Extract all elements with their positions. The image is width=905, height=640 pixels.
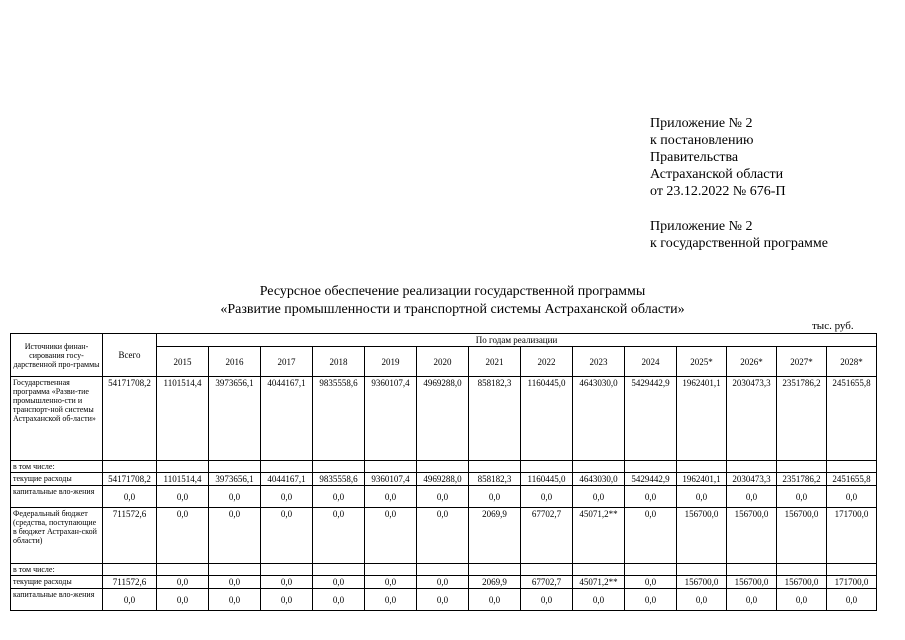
value-cell: 0,0 xyxy=(417,576,469,589)
value-cell: 0,0 xyxy=(625,486,677,508)
value-cell xyxy=(573,461,625,473)
value-cell: 0,0 xyxy=(417,508,469,564)
value-cell xyxy=(521,564,573,576)
value-cell xyxy=(417,461,469,473)
value-cell: 4643030,0 xyxy=(573,473,625,486)
value-cell xyxy=(625,461,677,473)
year-column-header: 2023 xyxy=(573,347,625,377)
value-cell: 156700,0 xyxy=(727,508,777,564)
value-cell: 4969288,0 xyxy=(417,473,469,486)
value-cell: 2451655,8 xyxy=(827,377,877,461)
document-subtitle: «Развитие промышленности и транспортной системы Астраханской области» xyxy=(220,302,685,317)
value-cell: 2069,9 xyxy=(469,508,521,564)
value-cell xyxy=(677,564,727,576)
value-cell xyxy=(365,564,417,576)
value-cell: 1160445,0 xyxy=(521,473,573,486)
total-cell: 54171708,2 xyxy=(103,377,157,461)
row-label: в том числе: xyxy=(11,564,103,576)
value-cell xyxy=(777,461,827,473)
value-cell: 156700,0 xyxy=(727,576,777,589)
value-cell: 0,0 xyxy=(313,486,365,508)
value-cell: 0,0 xyxy=(625,589,677,611)
value-cell: 0,0 xyxy=(417,589,469,611)
year-column-header: 2021 xyxy=(469,347,521,377)
value-cell: 0,0 xyxy=(677,486,727,508)
table-row xyxy=(11,564,877,576)
years-group-header: По годам реализации xyxy=(157,334,877,347)
value-cell: 9835558,6 xyxy=(313,377,365,461)
appendix-line: от 23.12.2022 № 676-П xyxy=(650,184,786,199)
value-cell: 5429442,9 xyxy=(625,473,677,486)
value-cell: 0,0 xyxy=(313,576,365,589)
table-row xyxy=(11,461,877,473)
value-cell: 0,0 xyxy=(727,589,777,611)
year-column-header: 2022 xyxy=(521,347,573,377)
value-cell: 0,0 xyxy=(157,508,209,564)
year-column-header: 2028* xyxy=(827,347,877,377)
value-cell xyxy=(827,461,877,473)
value-cell: 0,0 xyxy=(677,589,727,611)
total-cell xyxy=(103,461,157,473)
value-cell: 0,0 xyxy=(157,589,209,611)
appendix-line: к постановлению xyxy=(650,133,754,148)
value-cell: 1101514,4 xyxy=(157,473,209,486)
value-cell: 2351786,2 xyxy=(777,377,827,461)
table-row xyxy=(11,377,877,461)
appendix-header xyxy=(650,115,786,200)
total-column-header: Всего xyxy=(103,334,157,377)
value-cell: 67702,7 xyxy=(521,508,573,564)
value-cell xyxy=(777,564,827,576)
row-label: капитальные вло-жения xyxy=(11,589,103,611)
value-cell: 0,0 xyxy=(157,486,209,508)
resource-table xyxy=(10,333,877,611)
total-cell: 711572,6 xyxy=(103,576,157,589)
value-cell: 0,0 xyxy=(521,589,573,611)
value-cell: 2069,9 xyxy=(469,576,521,589)
value-cell xyxy=(677,461,727,473)
document-title: Ресурсное обеспечение реализации государственной программы xyxy=(259,284,646,299)
value-cell: 0,0 xyxy=(521,486,573,508)
value-cell: 4643030,0 xyxy=(573,377,625,461)
appendix-line: Приложение № 2 xyxy=(650,219,753,234)
year-column-header: 2016 xyxy=(209,347,261,377)
value-cell: 0,0 xyxy=(313,508,365,564)
value-cell xyxy=(727,461,777,473)
year-column-header: 2020 xyxy=(417,347,469,377)
value-cell xyxy=(209,461,261,473)
value-cell: 0,0 xyxy=(573,486,625,508)
value-cell: 0,0 xyxy=(365,508,417,564)
value-cell: 9360107,4 xyxy=(365,473,417,486)
value-cell xyxy=(157,564,209,576)
value-cell xyxy=(827,564,877,576)
value-cell: 0,0 xyxy=(261,576,313,589)
value-cell: 0,0 xyxy=(157,576,209,589)
row-label: Федеральный бюджет (средства, поступающие в бюджет Астрахан-ской области) xyxy=(11,508,103,564)
value-cell: 2030473,3 xyxy=(727,377,777,461)
value-cell: 171700,0 xyxy=(827,508,877,564)
value-cell: 67702,7 xyxy=(521,576,573,589)
value-cell: 156700,0 xyxy=(677,508,727,564)
value-cell xyxy=(727,564,777,576)
total-cell xyxy=(103,564,157,576)
appendix-line: Приложение № 2 xyxy=(650,116,753,131)
value-cell: 9835558,6 xyxy=(313,473,365,486)
row-label: в том числе: xyxy=(11,461,103,473)
value-cell: 1101514,4 xyxy=(157,377,209,461)
year-column-header: 2026* xyxy=(727,347,777,377)
value-cell: 0,0 xyxy=(469,486,521,508)
value-cell: 156700,0 xyxy=(777,576,827,589)
table-row xyxy=(11,473,877,486)
value-cell xyxy=(469,564,521,576)
value-cell xyxy=(313,461,365,473)
value-cell: 4044167,1 xyxy=(261,473,313,486)
value-cell: 45071,2** xyxy=(573,576,625,589)
value-cell: 0,0 xyxy=(261,508,313,564)
value-cell: 3973656,1 xyxy=(209,377,261,461)
value-cell: 0,0 xyxy=(777,486,827,508)
appendix-program xyxy=(650,218,828,252)
year-column-header: 2015 xyxy=(157,347,209,377)
value-cell: 0,0 xyxy=(313,589,365,611)
value-cell: 9360107,4 xyxy=(365,377,417,461)
value-cell: 0,0 xyxy=(777,589,827,611)
value-cell: 858182,3 xyxy=(469,473,521,486)
value-cell: 0,0 xyxy=(209,508,261,564)
value-cell: 2030473,3 xyxy=(727,473,777,486)
year-column-header: 2017 xyxy=(261,347,313,377)
value-cell: 0,0 xyxy=(417,486,469,508)
year-column-header: 2025* xyxy=(677,347,727,377)
value-cell: 0,0 xyxy=(261,589,313,611)
total-cell: 0,0 xyxy=(103,486,157,508)
row-label: текущие расходы xyxy=(11,473,103,486)
year-column-header: 2024 xyxy=(625,347,677,377)
value-cell xyxy=(313,564,365,576)
year-column-header: 2019 xyxy=(365,347,417,377)
appendix-line: Астраханской области xyxy=(650,167,784,182)
total-cell: 0,0 xyxy=(103,589,157,611)
value-cell: 45071,2** xyxy=(573,508,625,564)
value-cell xyxy=(209,564,261,576)
value-cell: 0,0 xyxy=(209,589,261,611)
value-cell: 0,0 xyxy=(209,486,261,508)
source-column-header: Источники финан-сирования госу-дарственной про-граммы xyxy=(11,334,103,377)
table-row xyxy=(11,589,877,611)
table-row xyxy=(11,576,877,589)
value-cell xyxy=(573,564,625,576)
value-cell: 156700,0 xyxy=(777,508,827,564)
value-cell: 1962401,1 xyxy=(677,473,727,486)
value-cell: 0,0 xyxy=(209,576,261,589)
value-cell: 0,0 xyxy=(365,486,417,508)
value-cell: 0,0 xyxy=(625,508,677,564)
row-label: капитальные вло-жения xyxy=(11,486,103,508)
value-cell: 0,0 xyxy=(625,576,677,589)
value-cell xyxy=(417,564,469,576)
value-cell: 0,0 xyxy=(573,589,625,611)
value-cell: 1160445,0 xyxy=(521,377,573,461)
value-cell: 1962401,1 xyxy=(677,377,727,461)
table-row xyxy=(11,508,877,564)
row-label: текущие расходы xyxy=(11,576,103,589)
value-cell: 0,0 xyxy=(827,486,877,508)
value-cell: 3973656,1 xyxy=(209,473,261,486)
table-row xyxy=(11,486,877,508)
appendix-line: к государственной программе xyxy=(650,236,828,251)
value-cell: 0,0 xyxy=(365,589,417,611)
value-cell: 0,0 xyxy=(727,486,777,508)
value-cell: 4969288,0 xyxy=(417,377,469,461)
value-cell xyxy=(365,461,417,473)
value-cell: 858182,3 xyxy=(469,377,521,461)
row-label: Государственная программа «Разви-тие промышленно-сти и транспорт-ной системы Астраханской об-ласти» xyxy=(11,377,103,461)
value-cell: 0,0 xyxy=(827,589,877,611)
value-cell: 5429442,9 xyxy=(625,377,677,461)
value-cell xyxy=(521,461,573,473)
value-cell: 4044167,1 xyxy=(261,377,313,461)
year-column-header: 2018 xyxy=(313,347,365,377)
value-cell xyxy=(261,461,313,473)
value-cell: 2451655,8 xyxy=(827,473,877,486)
total-cell: 54171708,2 xyxy=(103,473,157,486)
value-cell: 0,0 xyxy=(365,576,417,589)
value-cell xyxy=(157,461,209,473)
value-cell xyxy=(625,564,677,576)
total-cell: 711572,6 xyxy=(103,508,157,564)
value-cell: 0,0 xyxy=(261,486,313,508)
value-cell: 2351786,2 xyxy=(777,473,827,486)
value-cell: 0,0 xyxy=(469,589,521,611)
units-label: тыс. руб. xyxy=(812,320,854,332)
value-cell: 171700,0 xyxy=(827,576,877,589)
value-cell: 156700,0 xyxy=(677,576,727,589)
year-column-header: 2027* xyxy=(777,347,827,377)
appendix-line: Правительства xyxy=(650,150,739,165)
value-cell xyxy=(261,564,313,576)
value-cell xyxy=(469,461,521,473)
